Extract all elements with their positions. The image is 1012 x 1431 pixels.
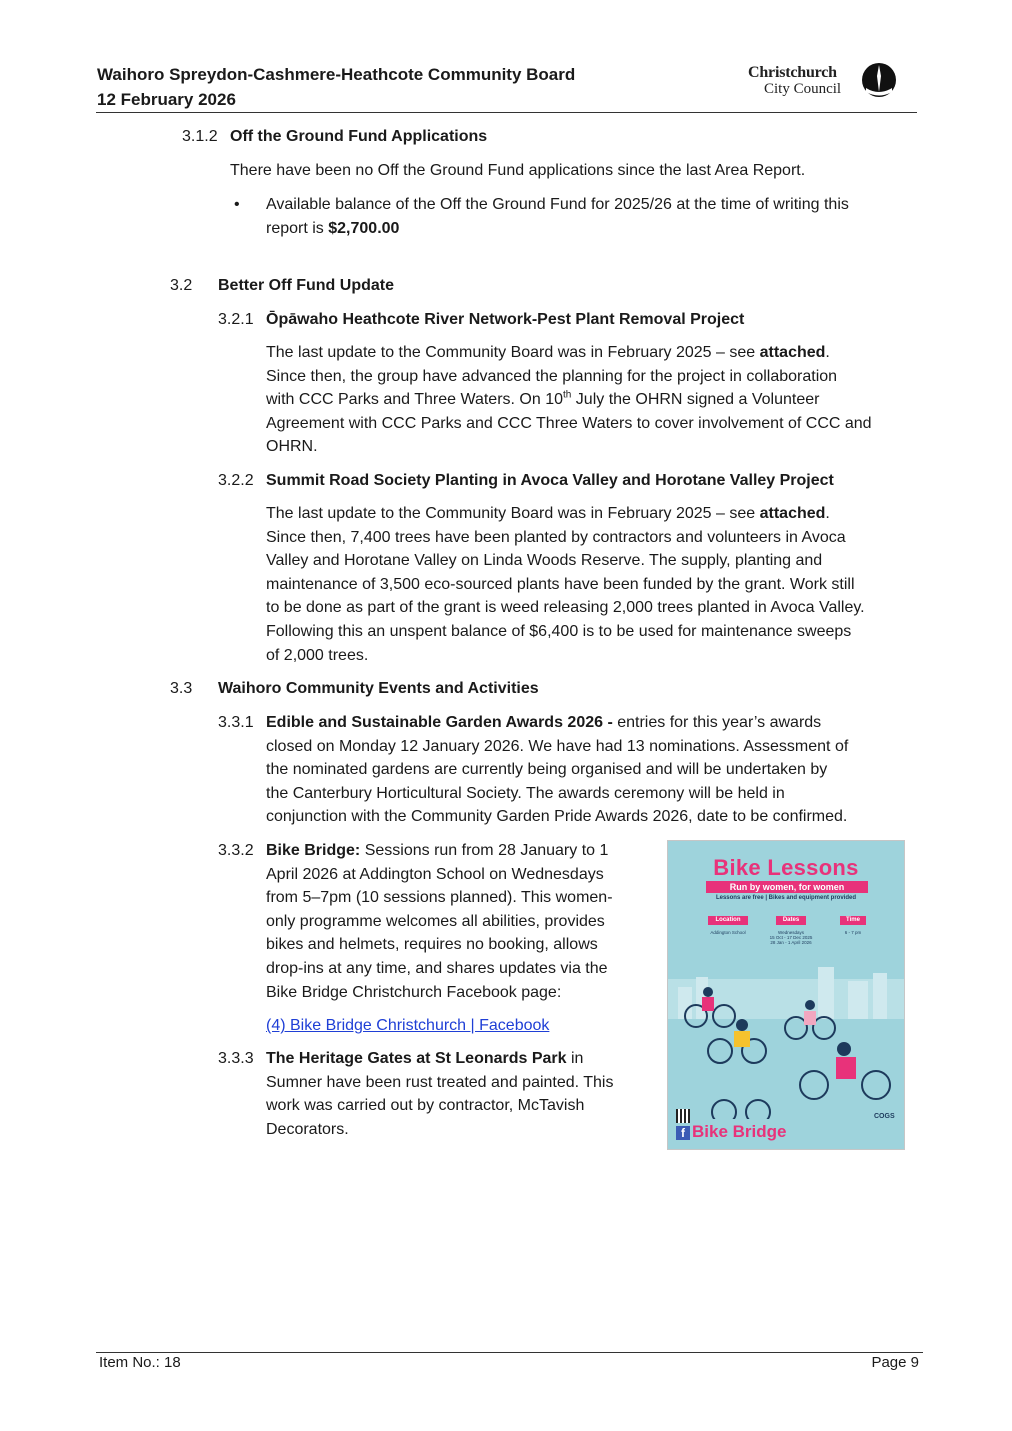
paragraph: Bike Bridge: Sessions run from 28 January to 1 April 2026 at Addington School on Wednesdays from 5–7pm (10 sessions planned). This women- only programme welcomes all abilities, provides bikes and helmets, requires no booking, allows drop-ins at any time, and shares updates via the Bike Bridge Christchurch Facebook page: [266,842,613,1001]
section-number: 3.2.2 [218,472,254,489]
section-number: 3.2 [170,277,193,294]
footer-divider [96,1352,923,1353]
logo-line2: City Council [764,81,842,97]
paragraph: The Heritage Gates at St Leonards Park in Sumner have been rust treated and painted. This work was carried out by contractor, McTavish Decorators. [266,1050,614,1138]
header-divider [96,112,917,113]
paragraph: Edible and Sustainable Garden Awards 2026 - entries for this year’s awards closed on Monday 12 January 2026. We have had 13 nominations. Assessment of the nominated gardens are currently being organised and will be undertaken by the Canterbury Horticultural Society. The awards ceremony will be held in conjunction with the Community Garden Pride Awards 2026, date to be confirmed. [266,714,849,826]
poster-band: Run by women, for women [706,881,868,893]
council-logo [742,62,902,102]
section-number: 3.3.3 [218,1050,254,1067]
poster-partner: COGS [874,1113,895,1120]
poster-dates: Wednesdays 15 Oct - 17 Dec 2025 28 Jan - 1 April 2026 [769,930,813,945]
facebook-link-wrap [266,1014,549,1038]
section-number: 3.3.1 [218,714,254,731]
section-number: 3.1.2 [182,128,218,145]
cyclists-illustration [668,959,904,1119]
section-number: 3.3 [170,680,193,697]
item-number: Item No.: 18 [99,1354,181,1371]
qr-code-icon [676,1109,690,1123]
section-heading: Off the Ground Fund Applications [230,128,488,145]
tag-dates: Dates [776,916,806,925]
tag-location: Location [708,916,748,925]
paragraph: The last update to the Community Board was in February 2025 – see attached. Since then, 7,400 trees have been planted by contractors and volunteers in Avoca Valley and Horotane Valley on Linda Woods Reserve. The supply, planting and maintenance of 3,500 eco-sourced plants have been funded by the grant. Work still to be done as part of the grant is weed releasing 2,000 trees planted in Avoca Valley. Following this an unspent balance of $6,400 is to be used for maintenance sweeps of 2,000 trees. [266,505,865,664]
bullet-text: Available balance of the Off the Ground Fund for 2025/26 at the time of writing this report is $2,700.00 [266,196,849,237]
section-heading: Ōpāwaho Heathcote River Network-Pest Plant Removal Project [266,311,745,328]
section-number: 3.3.2 [218,842,254,859]
paragraph: There have been no Off the Ground Fund applications since the last Area Report. [230,162,806,179]
bike-lessons-poster [667,840,905,1150]
poster-title: Bike Lessons [713,855,859,880]
section-heading: Summit Road Society Planting in Avoca Valley and Horotane Valley Project [266,472,834,489]
poster-location: Addington School [710,930,746,935]
facebook-icon: f [676,1126,690,1140]
poster-brand: f Bike Bridge [676,1122,786,1142]
facebook-link[interactable]: (4) Bike Bridge Christchurch | Facebook [266,1017,550,1034]
poster-time: 6 - 7 pm [844,930,862,935]
poster-subtitle: Lessons are free | Bikes and equipment provided [715,895,857,901]
tag-time: Time [840,916,866,925]
section-number: 3.2.1 [218,311,254,328]
paragraph: The last update to the Community Board was in February 2025 – see attached. Since then, the group have advanced the planning for the project in collaboration with CCC Parks and Three Waters. On 10th July the OHRN signed a Volunteer Agreement with CCC Parks and CCC Three Waters to cover involvement of CCC and OHRN. [266,344,872,456]
logo-line1: Christchurch [748,64,837,81]
meeting-date: 12 February 2026 [97,90,236,109]
bullet-icon: • [234,196,240,213]
cathedral-emblem-icon [860,62,898,100]
board-name: Waihoro Spreydon-Cashmere-Heathcote Community Board [97,65,576,84]
section-heading: Better Off Fund Update [218,277,394,294]
page-number: Page 9 [871,1354,919,1371]
section-heading: Waihoro Community Events and Activities [218,680,539,697]
